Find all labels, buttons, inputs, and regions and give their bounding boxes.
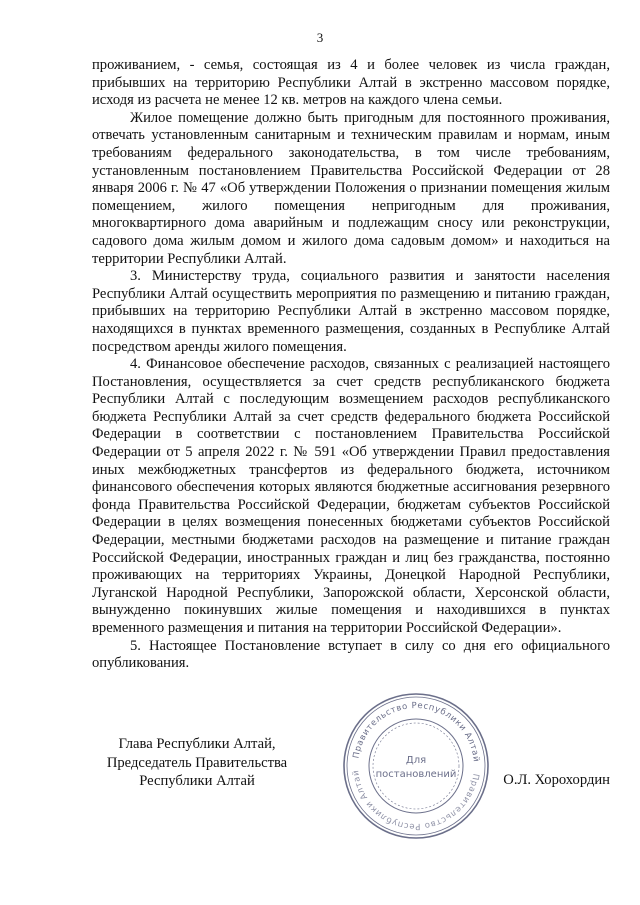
paragraph: 3. Министерству труда, социального развития и занятости населения Республики Алтай осуществить мероприятия по размещению и питанию граждан, прибывших на территорию Республики Алтай в экстренно массовом порядке, находящихся в пунктах временного размещения, созданных в Республике Алтай посредством аренды жилого помещения. bbox=[92, 268, 610, 355]
seal-inner-text: постановлений bbox=[375, 769, 457, 780]
paragraph: проживанием, - семья, состоящая из 4 и более человек из числа граждан, прибывших на территорию Республики Алтай в экстренно массовом порядке, исходя из расчета не менее 12 кв. метров на каждого члена семьи. bbox=[92, 57, 610, 109]
signature-block bbox=[92, 700, 610, 832]
page-number: 3 bbox=[316, 30, 324, 45]
signatory-title-line: Председатель Правительства bbox=[106, 754, 288, 771]
seal-outer-ring bbox=[344, 694, 488, 838]
paragraph: Жилое помещение должно быть пригодным для постоянного проживания, отвечать установленным санитарным и техническим правилам и нормам, иным требованиям федерального законодательства, в том числе требованиям, установленным постановлением Правительства Российской Федерации от 28 января 2006 г. № 47 «Об утверждении Положения о признании помещения жилым помещением, жилого помещения непригодным для проживания, многоквартирного дома аварийным и подлежащим сносу или реконструкции, садового дома жилым домом и жилого дома садовым домом» и находиться на территории Республики Алтай. bbox=[92, 109, 610, 267]
seal-outer-text: Правительство Республики Алтай bbox=[351, 769, 481, 832]
paragraph: 5. Настоящее Постановление вступает в силу со дня его официального опубликования. bbox=[92, 637, 610, 672]
signatory-title-line: Глава Республики Алтай, bbox=[118, 736, 276, 752]
seal-inner-ring bbox=[369, 719, 463, 813]
seal-inner-ring bbox=[373, 723, 459, 809]
paragraph: 4. Финансовое обеспечение расходов, связанных с реализацией настоящего Постановления, осуществляется за счет средств республиканского бюджета Республики Алтай с последующим возмещением расходов республиканского бюджета Республики Алтай за счет средств федерального бюджета Российской Федерации в соответствии с постановлением Правительства Российской Федерации от 5 апреля 2022 г. № 591 «Об утверждении Правил предоставления иных межбюджетных трансфертов из федерального бюджета, источником финансового обеспечения которых являются бюджетные ассигнования резервного фонда Правительства Российской Федерации, бюджетам субъектов Российской Федерации в целях возмещения понесенных бюджетами субъектов Российской Федерации, местными бюджетами расходов на размещение и питание граждан Российской Федерации, иностранных граждан и лиц без гражданства, постоянно проживающих на территориях Украины, Донецкой Народной Республики, Луганской Народной Республики, Запорожской области, Херсонской области, вынужденно покинувших жилые помещения и находившихся в пунктах временного размещения и питания на территории Российской Федерации». bbox=[92, 356, 610, 636]
seal-ring bbox=[347, 697, 485, 835]
seal-inner-text: Для bbox=[405, 755, 427, 766]
signatory-title-line: Республики Алтай bbox=[139, 773, 255, 789]
signatory-title bbox=[92, 735, 302, 791]
document-body bbox=[92, 57, 610, 673]
seal-outer-text: Правительство Республики Алтай bbox=[351, 700, 481, 763]
official-seal bbox=[340, 690, 492, 842]
signatory-name: О.Л. Хорохордин bbox=[503, 772, 610, 788]
